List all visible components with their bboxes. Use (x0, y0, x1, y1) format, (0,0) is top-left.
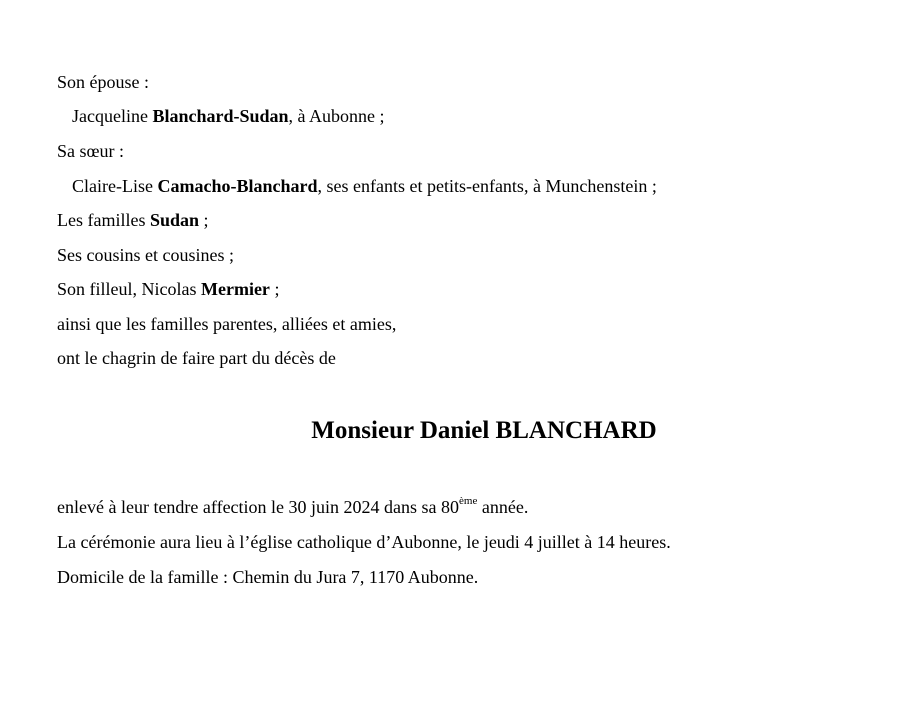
wife-line (72, 106, 385, 126)
wife-location: , à Aubonne ; (288, 106, 385, 126)
taken-line (57, 497, 528, 517)
related-families-line: ainsi que les familles parentes, alliées et amies, (57, 314, 397, 334)
godson-prefix: Son filleul, Nicolas (57, 279, 201, 299)
sister-surname-b: Blanchard (236, 176, 318, 196)
ordinal-suffix: ème (459, 495, 478, 507)
sister-first-name: Claire-Lise (72, 176, 158, 196)
families-suffix: ; (199, 210, 209, 230)
wife-first-name: Jacqueline (72, 106, 153, 126)
sister-details: , ses enfants et petits-enfants, à Munchenstein ; (317, 176, 657, 196)
godson-line (57, 279, 279, 299)
wife-surname-b: Sudan (239, 106, 289, 126)
families-prefix: Les familles (57, 210, 150, 230)
ceremony-line: La cérémonie aura lieu à l’église catholique d’Aubonne, le jeudi 4 juillet à 14 heures. (57, 532, 671, 552)
wife-surname-dash: - (233, 106, 240, 126)
taken-end: année. (477, 497, 529, 517)
wife-heading: Son épouse : (57, 72, 149, 92)
domicile-line: Domicile de la famille : Chemin du Jura 7, 1170 Aubonne. (57, 567, 479, 587)
sorrow-line: ont le chagrin de faire part du décès de (57, 348, 336, 368)
sister-surname-a: Camacho (157, 176, 231, 196)
cousins-line: Ses cousins et cousines ; (57, 245, 234, 265)
sister-line (72, 176, 657, 196)
families-line (57, 210, 209, 230)
godson-suffix: ; (269, 279, 280, 299)
sister-surname-dash: - (230, 176, 237, 196)
families-name: Sudan (149, 210, 200, 230)
godson-name: Mermier (200, 279, 270, 299)
wife-surname-a: Blanchard (152, 106, 234, 126)
deceased-name: Monsieur Daniel BLANCHARD (311, 417, 657, 444)
taken-text: enlevé à leur tendre affection le 30 juin 2024 dans sa 80 (57, 497, 460, 517)
sister-heading: Sa sœur : (57, 141, 124, 161)
